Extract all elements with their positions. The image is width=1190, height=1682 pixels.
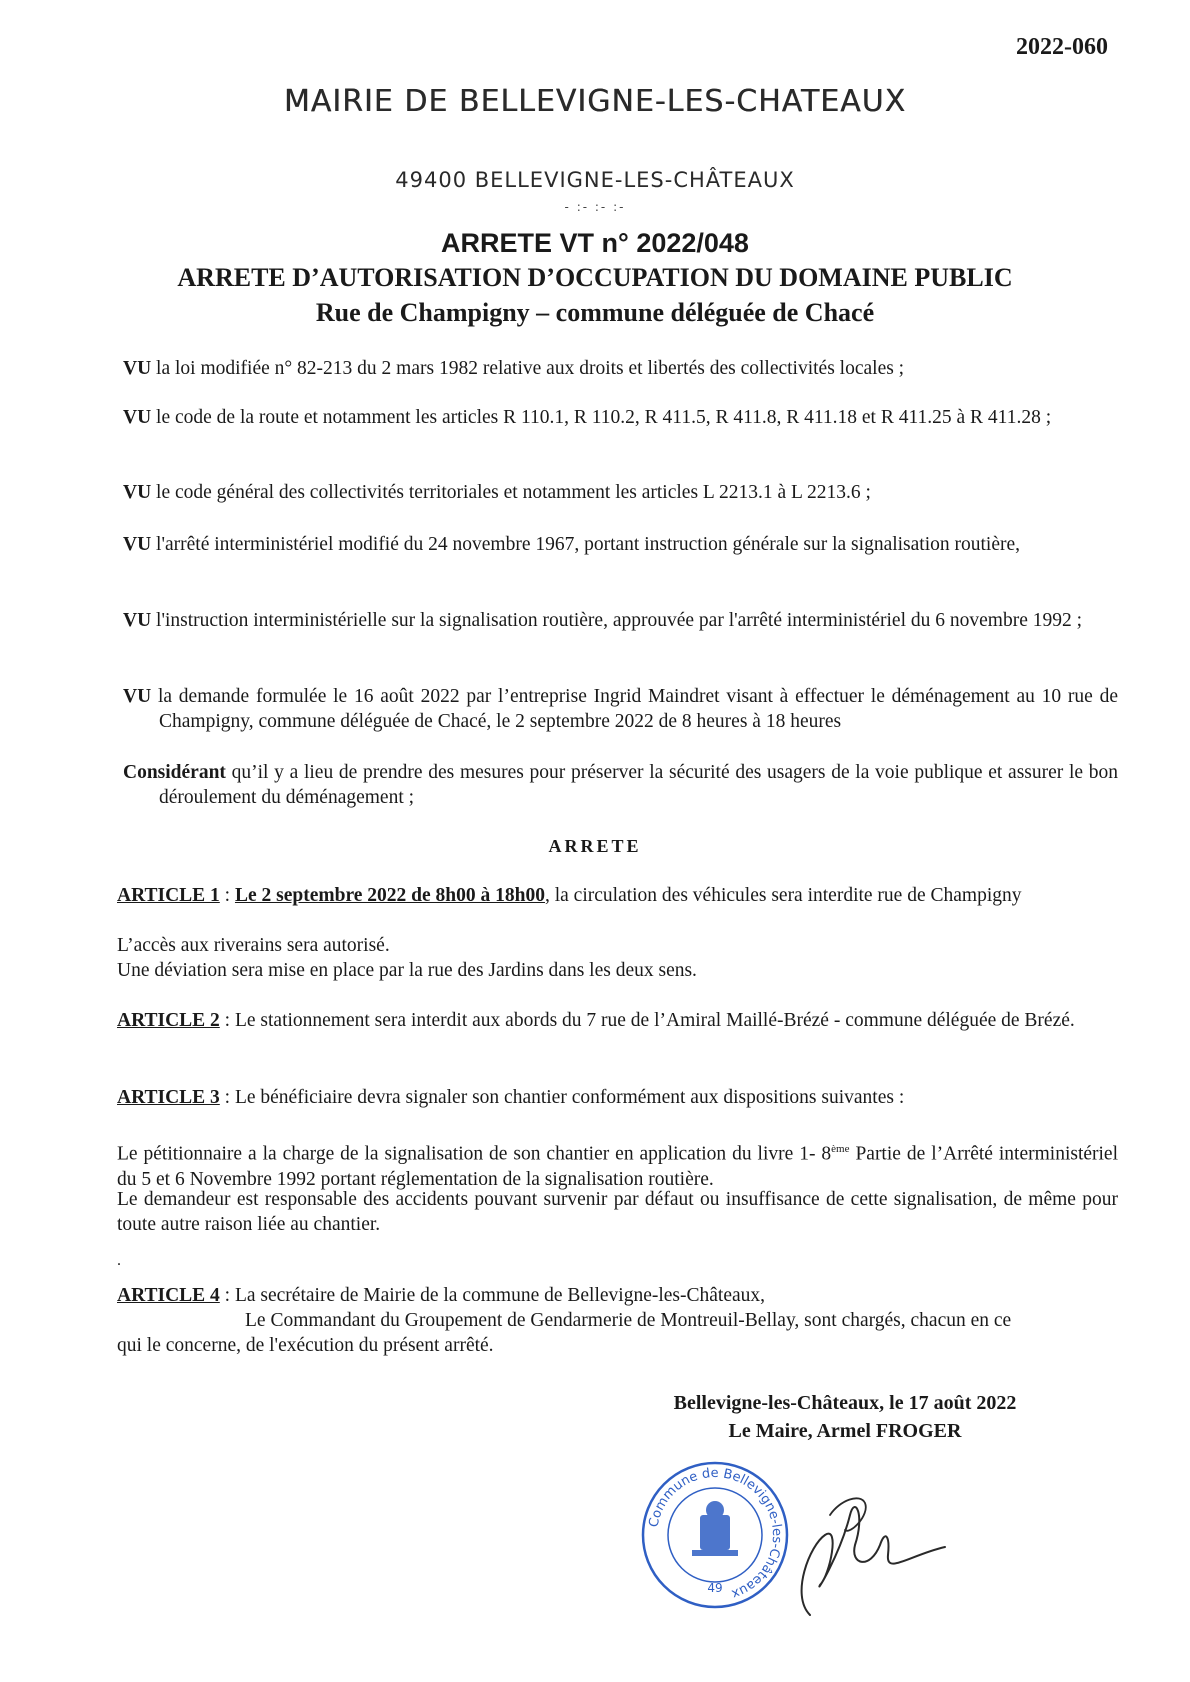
municipal-stamp [640,1460,790,1610]
visa-6: VU la demande formulée le 16 août 2022 par l’entreprise Ingrid Maindret visant à effectuer le déménagement au 10 rue de Champigny, commune déléguée de Chacé, le 2 septembre 2022 de 8 heures à 18 heures [123,686,1118,732]
signatory-name: Le Maire, Armel FROGER [728,1420,962,1442]
arrete-location: Rue de Champigny – commune déléguée de Chacé [315,298,875,327]
arrete-number: ARRETE VT n° 2022/048 [441,228,749,258]
mairie-title: MAIRIE DE BELLEVIGNE-LES-CHATEAUX [283,84,907,119]
article-3: ARTICLE 3 : Le bénéficiaire devra signaler son chantier conformément aux dispositions suivantes : [117,1087,905,1108]
article-4-line-2: Le Commandant du Groupement de Gendarmerie de Montreuil-Bellay, sont chargés, chacun en ce [245,1310,1012,1331]
signature-place-date: Bellevigne-les-Châteaux, le 17 août 2022 [673,1392,1017,1414]
arrete-subtitle: ARRETE D’AUTORISATION D’OCCUPATION DU DOMAINE PUBLIC [177,263,1013,292]
visa-4: VU l'arrêté interministériel modifié du 24 novembre 1967, portant instruction générale sur la signalisation routière, [123,534,1021,555]
stray-dot: . [117,1252,121,1269]
article-1-line-2: L’accès aux riverains sera autorisé. [117,935,390,956]
considerant: Considérant qu’il y a lieu de prendre des mesures pour préserver la sécurité des usagers de la voie publique et assurer le bon déroulement du déménagement ; [123,762,1118,808]
stamp-text: Commune de Bellevigne-les-Châteaux [646,1465,785,1602]
article-1: ARTICLE 1 : Le 2 septembre 2022 de 8h00 à 18h00, la circulation des véhicules sera interdite rue de Champigny [117,885,1022,906]
article-3-paragraph-1: Le pétitionnaire a la charge de la signalisation de son chantier en application du livre 1- 8ème Partie de l’Arrêté interministériel du 5 et 6 Novembre 1992 portant réglementation de la signalisation routière. [117,1143,1119,1190]
handwritten-signature [770,1475,950,1625]
document-reference: 2022-060 [1016,34,1108,60]
article-3-paragraph-2: Le demandeur est responsable des accidents pouvant survenir par défaut ou insuffisance de cette signalisation, de même pour toute autre raison liée au chantier. [117,1189,1118,1235]
stamp-number: 49 [707,1581,723,1595]
visa-2: VU le code de la route et notamment les articles R 110.1, R 110.2, R 411.5, R 411.8, R 411.18 et R 411.25 à R 411.28 ; [123,407,1052,428]
article-4: ARTICLE 4 : La secrétaire de Mairie de la commune de Bellevigne-les-Châteaux, [117,1285,766,1306]
visa-1: VU la loi modifiée n° 82-213 du 2 mars 1982 relative aux droits et libertés des collectivités locales ; [123,358,905,379]
separator: - :- :- :- [564,200,626,214]
stamp-emblem-icon [692,1501,738,1556]
article-4-line-3: qui le concerne, de l'exécution du présent arrêté. [117,1335,494,1356]
article-2: ARTICLE 2 : Le stationnement sera interdit aux abords du 7 rue de l’Amiral Maillé-Brézé - commune déléguée de Brézé. [117,1010,1075,1031]
visa-5: VU l'instruction interministérielle sur la signalisation routière, approuvée par l'arrêté interministériel du 6 novembre 1992 ; [123,610,1083,631]
arrete-heading: ARRETE [548,836,642,856]
city-line: 49400 BELLEVIGNE-LES-CHÂTEAUX [395,168,795,192]
article-1-line-3: Une déviation sera mise en place par la rue des Jardins dans les deux sens. [117,960,697,981]
visa-3: VU le code général des collectivités territoriales et notamment les articles L 2213.1 à L 2213.6 ; [123,482,871,503]
